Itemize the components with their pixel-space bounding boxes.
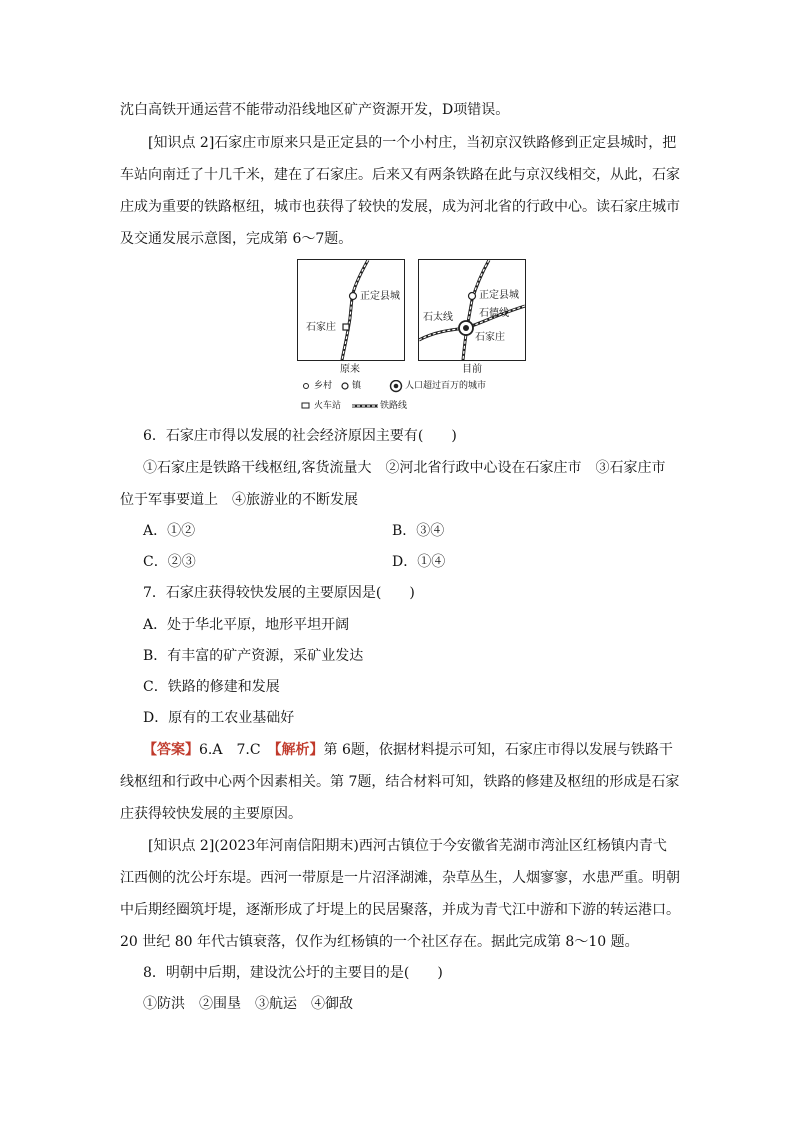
analysis-text: 第 6题，依据材料提示可知，石家庄市得以发展与铁路干 — [323, 742, 673, 758]
legend-station-symbol — [302, 403, 309, 408]
town-marker — [469, 293, 476, 300]
town-marker — [350, 293, 357, 300]
question-7-option-c[interactable]: C．铁路的修建和发展 — [143, 679, 280, 695]
label-shide-line: 石德线 — [479, 308, 509, 319]
legend-station-label: 火车站 — [314, 401, 342, 411]
label-shijiazhuang-city: 石家庄 — [475, 332, 505, 343]
legend-village-label: 乡村 — [314, 381, 333, 391]
text-line: 及交通发展示意图，完成第 6～7题。 — [120, 231, 353, 247]
map-original — [297, 259, 405, 361]
map-current — [418, 259, 526, 361]
legend-railway-label: 铁路线 — [380, 401, 408, 411]
big-city-core — [463, 325, 469, 331]
question-6-option-b[interactable]: B．③④ — [392, 523, 445, 539]
text-line: 庄成为重要的铁路枢纽，城市也获得了较快的发展，成为河北省的行政中心。读石家庄城市 — [120, 199, 680, 215]
knowledge-point-text: [知识点 2](2023年河南信阳期末)西河古镇位于今安徽省芜湖市湾沚区红杨镇内青弋 — [148, 838, 667, 854]
question-7-option-d[interactable]: D．原有的工农业基础好 — [143, 710, 295, 726]
map-legend — [300, 380, 530, 416]
caption-current: 目前 — [462, 364, 482, 375]
text-line: 中后期经圈筑圩堤，逐渐形成了圩堤上的民居聚落，并成为青弋江中游和下游的转运港口。 — [120, 902, 680, 918]
question-7-option-b[interactable]: B．有丰富的矿产资源，采矿业发达 — [143, 648, 364, 664]
label-shijiazhuang-station: 石家庄 — [306, 322, 336, 333]
railway-original-svg — [298, 260, 404, 360]
text-line: 江西侧的沈公圩东堤。西河一带原是一片沼泽湖滩，杂草丛生，人烟寥寥，水患严重。明朝 — [120, 870, 680, 886]
legend-town-symbol — [342, 383, 348, 389]
question-7-stem: 7．石家庄获得较快发展的主要原因是( ) — [143, 585, 415, 601]
text-line: 20 世纪 80 年代古镇衰落，仅作为红杨镇的一个社区存在。据此完成第 8～10 题。 — [120, 934, 639, 950]
label-shitai-line: 石太线 — [423, 312, 453, 323]
knowledge-point-text: [知识点 2]石家庄市原来只是正定县的一个小村庄，当初京汉铁路修到正定县城时，把 — [148, 135, 677, 151]
question-6-stem: 6．石家庄市得以发展的社会经济原因主要有( ) — [143, 428, 457, 444]
question-8-stem: 8．明朝中后期，建设沈公圩的主要目的是( ) — [143, 965, 443, 981]
answer-line — [143, 740, 673, 760]
caption-original: 原来 — [340, 364, 360, 375]
analysis-text-end: 庄获得较快发展的主要原因。 — [120, 806, 302, 822]
question-6-statements-cont: 位于军事要道上 ④旅游业的不断发展 — [120, 492, 358, 508]
text-line: 沈白高铁开通运营不能带动沿线地区矿产资源开发，D项错误。 — [120, 102, 510, 118]
label-zhengding: 正定县城 — [479, 290, 519, 301]
railway-current-svg — [419, 260, 525, 360]
question-7-option-a[interactable]: A．处于华北平原，地形平坦开阔 — [143, 617, 350, 633]
question-8-statements: ①防洪 ②围垦 ③航运 ④御敌 — [143, 996, 353, 1012]
question-6-option-c[interactable]: C．②③ — [143, 554, 196, 570]
answer-text: 6.A 7.C — [199, 742, 275, 758]
station-marker — [343, 324, 349, 330]
question-6-option-a[interactable]: A．①② — [143, 523, 196, 539]
legend-city-label: 人口超过百万的城市 — [405, 381, 487, 391]
legend-town-label: 镇 — [352, 381, 362, 391]
answer-label: 【答案】 — [143, 742, 199, 758]
question-6-statements: ①石家庄是铁路干线枢纽,客货流量大 ②河北省行政中心设在石家庄市 ③石家庄市 — [143, 460, 666, 476]
text-line: 车站向南迁了十几千米，建在了石家庄。后来又有两条铁路在此与京汉线相交，从此，石家 — [120, 167, 680, 183]
question-6-option-d[interactable]: D．①④ — [392, 554, 446, 570]
analysis-text-cont: 线枢纽和行政中心两个因素相关。第 7题，结合材料可知，铁路的修建及枢纽的形成是石家 — [120, 774, 680, 790]
legend-village-symbol — [304, 384, 309, 389]
label-zhengding: 正定县城 — [360, 291, 400, 302]
analysis-label: 【解析】 — [274, 742, 324, 758]
